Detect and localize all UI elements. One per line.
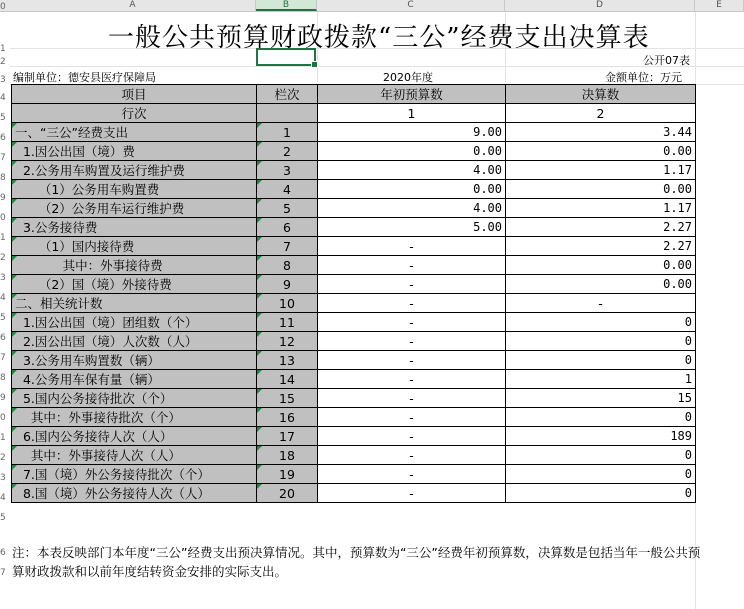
row-number-cell[interactable]: 9 [257, 275, 318, 294]
table-row [12, 313, 696, 332]
row-item-cell[interactable]: 2.因公出国（境）人次数（人） [12, 332, 257, 351]
amount-unit: 金额单位：万元 [605, 71, 682, 84]
row-item-cell[interactable]: 其中：外事接待人次（人） [12, 446, 257, 465]
table-row [12, 351, 696, 370]
selected-cell[interactable] [256, 48, 316, 66]
row-item-cell[interactable]: 二、相关统计数 [12, 294, 257, 313]
row-item-cell[interactable]: 3.公务用车购置数（辆） [12, 351, 257, 370]
row-final-cell[interactable]: 1.17 [506, 199, 696, 218]
table-row [12, 332, 696, 351]
row-number-cell[interactable]: 3 [257, 161, 318, 180]
column-header-a[interactable]: A [10, 0, 256, 11]
row-final-cell[interactable]: 0 [506, 465, 696, 484]
expenditure-table [11, 84, 696, 503]
row-final-cell[interactable]: 2.27 [506, 218, 696, 237]
table-row [12, 180, 696, 199]
table-row [12, 218, 696, 237]
row-header-number[interactable]: 6 [0, 548, 6, 558]
row-final-cell[interactable]: 15 [506, 389, 696, 408]
row-budget-cell[interactable]: - [318, 465, 506, 484]
row-final-cell[interactable]: 2.27 [506, 237, 696, 256]
header-col-no[interactable]: 栏次 [257, 85, 318, 104]
row-final-cell[interactable]: 0 [506, 408, 696, 427]
row-header-number[interactable]: 8 [0, 373, 6, 383]
row-final-cell[interactable]: - [506, 294, 696, 313]
row-header-number[interactable]: 7 [0, 353, 6, 363]
column-header-bar [0, 0, 744, 12]
row-item-cell[interactable]: 其中：外事接待批次（个） [12, 408, 257, 427]
row-final-cell[interactable]: 1.17 [506, 161, 696, 180]
row-item-cell[interactable]: 8.国（境）外公务接待人次（人） [12, 484, 257, 503]
row-budget-cell[interactable]: - [318, 313, 506, 332]
row-budget-cell[interactable]: 0.00 [318, 142, 506, 161]
row-header-number[interactable]: 0 [0, 2, 6, 12]
row-final-cell[interactable]: 0 [506, 484, 696, 503]
fiscal-year: 2020年度 [383, 71, 433, 84]
row-number-cell[interactable]: 5 [257, 199, 318, 218]
row-number-cell[interactable]: 1 [257, 123, 318, 142]
row-budget-cell[interactable]: - [318, 427, 506, 446]
row-header-number[interactable]: 6 [0, 133, 6, 143]
row-header-number[interactable]: 7 [0, 568, 6, 578]
gridline [10, 66, 744, 67]
row-item-cell[interactable]: （1）公务用车购置费 [12, 180, 257, 199]
row-budget-cell[interactable]: 4.00 [318, 199, 506, 218]
column-header-c[interactable]: C [317, 0, 505, 11]
row-number-cell[interactable]: 11 [257, 313, 318, 332]
row-header-number[interactable]: 4 [0, 293, 6, 303]
row-number-cell[interactable]: 19 [257, 465, 318, 484]
row-number-cell[interactable]: 10 [257, 294, 318, 313]
row-header-number[interactable]: 3 [0, 473, 6, 483]
table-row [12, 123, 696, 142]
footnote: 注：本表反映部门本年度“三公”经费支出预决算情况。其中，预算数为“三公”经费年初预算数，决算数是包括当年一般公共预算财政拨款和以前年度结转资金安排的实际支出。 [12, 545, 701, 579]
row-index-final[interactable]: 2 [506, 104, 696, 123]
column-header-e[interactable]: E [695, 0, 744, 11]
row-index-empty[interactable] [257, 104, 318, 123]
table-row [12, 294, 696, 313]
table-row [12, 408, 696, 427]
row-header-number[interactable]: 1 [0, 233, 6, 243]
row-item-cell[interactable]: 1.因公出国（境）团组数（个） [12, 313, 257, 332]
table-row [12, 142, 696, 161]
row-header-number[interactable]: 1 [0, 44, 6, 54]
table-row [12, 465, 696, 484]
row-item-cell[interactable]: 6.国内公务接待人次（人） [12, 427, 257, 446]
row-header-number[interactable]: 6 [0, 333, 6, 343]
row-item-cell[interactable]: 1.因公出国（境）费 [12, 142, 257, 161]
row-final-cell[interactable]: 189 [506, 427, 696, 446]
row-number-cell[interactable]: 2 [257, 142, 318, 161]
row-item-cell[interactable]: 4.公务用车保有量（辆） [12, 370, 257, 389]
row-budget-cell[interactable]: - [318, 275, 506, 294]
row-item-cell[interactable]: 7.国（境）外公务接待批次（个） [12, 465, 257, 484]
row-number-cell[interactable]: 7 [257, 237, 318, 256]
row-final-cell[interactable]: 3.44 [506, 123, 696, 142]
row-index-budget[interactable]: 1 [318, 104, 506, 123]
row-header-number[interactable]: 3 [0, 75, 6, 85]
row-budget-cell[interactable]: - [318, 237, 506, 256]
row-budget-cell[interactable]: - [318, 332, 506, 351]
row-final-cell[interactable]: 0.00 [506, 142, 696, 161]
row-final-cell[interactable]: 0 [506, 446, 696, 465]
form-number: 公开07表 [643, 54, 690, 67]
row-index-label[interactable]: 行次 [12, 104, 257, 123]
row-budget-cell[interactable]: - [318, 446, 506, 465]
table-row [12, 237, 696, 256]
row-header-number[interactable]: 2 [0, 253, 6, 263]
header-item[interactable]: 项目 [12, 85, 257, 104]
row-final-cell[interactable]: 0.00 [506, 180, 696, 199]
row-header-number[interactable]: 0 [0, 413, 6, 423]
table-row [12, 256, 696, 275]
row-header-number[interactable]: 1 [0, 433, 6, 443]
row-header-number[interactable]: 5 [0, 113, 6, 123]
row-number-cell[interactable]: 4 [257, 180, 318, 199]
table-row [12, 484, 696, 503]
header-budget[interactable]: 年初预算数 [318, 85, 506, 104]
row-item-cell[interactable]: （1）国内接待费 [12, 237, 257, 256]
row-number-cell[interactable]: 14 [257, 370, 318, 389]
row-header-number[interactable]: 2 [0, 453, 6, 463]
row-header-number[interactable]: 9 [0, 193, 6, 203]
row-final-cell[interactable]: 1 [506, 370, 696, 389]
row-header-number[interactable]: 2 [0, 57, 6, 67]
row-header-number[interactable]: 5 [0, 313, 6, 323]
header-final[interactable]: 决算数 [506, 85, 696, 104]
row-header-number[interactable]: 4 [0, 493, 6, 503]
row-header-number[interactable]: 8 [0, 173, 6, 183]
row-final-cell[interactable]: 0.00 [506, 275, 696, 294]
row-number-cell[interactable]: 6 [257, 218, 318, 237]
row-budget-cell[interactable]: 0.00 [318, 180, 506, 199]
row-number-cell[interactable]: 18 [257, 446, 318, 465]
column-header-d[interactable]: D [505, 0, 695, 11]
row-item-cell[interactable]: （2）国（境）外接待费 [12, 275, 257, 294]
row-final-cell[interactable]: 0.00 [506, 256, 696, 275]
row-number-cell[interactable]: 16 [257, 408, 318, 427]
row-number-cell[interactable]: 17 [257, 427, 318, 446]
table-row [12, 389, 696, 408]
row-number-cell[interactable]: 13 [257, 351, 318, 370]
row-header-number[interactable]: 7 [0, 153, 6, 163]
row-item-cell[interactable]: 一、“三公”经费支出 [12, 123, 257, 142]
row-number-cell[interactable]: 15 [257, 389, 318, 408]
table-row [12, 199, 696, 218]
row-item-cell[interactable]: 2.公务用车购置及运行维护费 [12, 161, 257, 180]
row-header-number[interactable]: 4 [0, 93, 6, 103]
row-budget-cell[interactable]: 5.00 [318, 218, 506, 237]
row-number-cell[interactable]: 8 [257, 256, 318, 275]
row-item-cell[interactable]: 3.公务接待费 [12, 218, 257, 237]
table-row [12, 446, 696, 465]
column-header-b[interactable]: B [256, 0, 317, 11]
row-header-number[interactable]: 0 [0, 213, 6, 223]
row-number-cell[interactable]: 12 [257, 332, 318, 351]
row-budget-cell[interactable]: - [318, 370, 506, 389]
row-budget-cell[interactable]: - [318, 256, 506, 275]
row-header-number[interactable]: 5 [0, 513, 6, 523]
row-budget-cell[interactable]: - [318, 294, 506, 313]
row-budget-cell[interactable]: 9.00 [318, 123, 506, 142]
row-header-number[interactable]: 9 [0, 393, 6, 403]
row-item-cell[interactable]: （2）公务用车运行维护费 [12, 199, 257, 218]
sheet-title: 一般公共预算财政拨款“三公”经费支出决算表 [108, 23, 650, 53]
row-final-cell[interactable]: 0 [506, 332, 696, 351]
table-row [12, 370, 696, 389]
row-budget-cell[interactable]: - [318, 351, 506, 370]
table-row [12, 161, 696, 180]
table-row [12, 275, 696, 294]
row-budget-cell[interactable]: 4.00 [318, 161, 506, 180]
row-item-cell[interactable]: 其中：外事接待费 [12, 256, 257, 275]
row-budget-cell[interactable]: - [318, 389, 506, 408]
row-final-cell[interactable]: 0 [506, 351, 696, 370]
row-item-cell[interactable]: 5.国内公务接待批次（个） [12, 389, 257, 408]
row-number-cell[interactable]: 20 [257, 484, 318, 503]
row-header-number[interactable]: 3 [0, 273, 6, 283]
table-row [12, 427, 696, 446]
row-budget-cell[interactable]: - [318, 408, 506, 427]
row-budget-cell[interactable]: - [318, 484, 506, 503]
reporting-unit: 编制单位：德安县医疗保障局 [13, 71, 156, 84]
row-final-cell[interactable]: 0 [506, 313, 696, 332]
